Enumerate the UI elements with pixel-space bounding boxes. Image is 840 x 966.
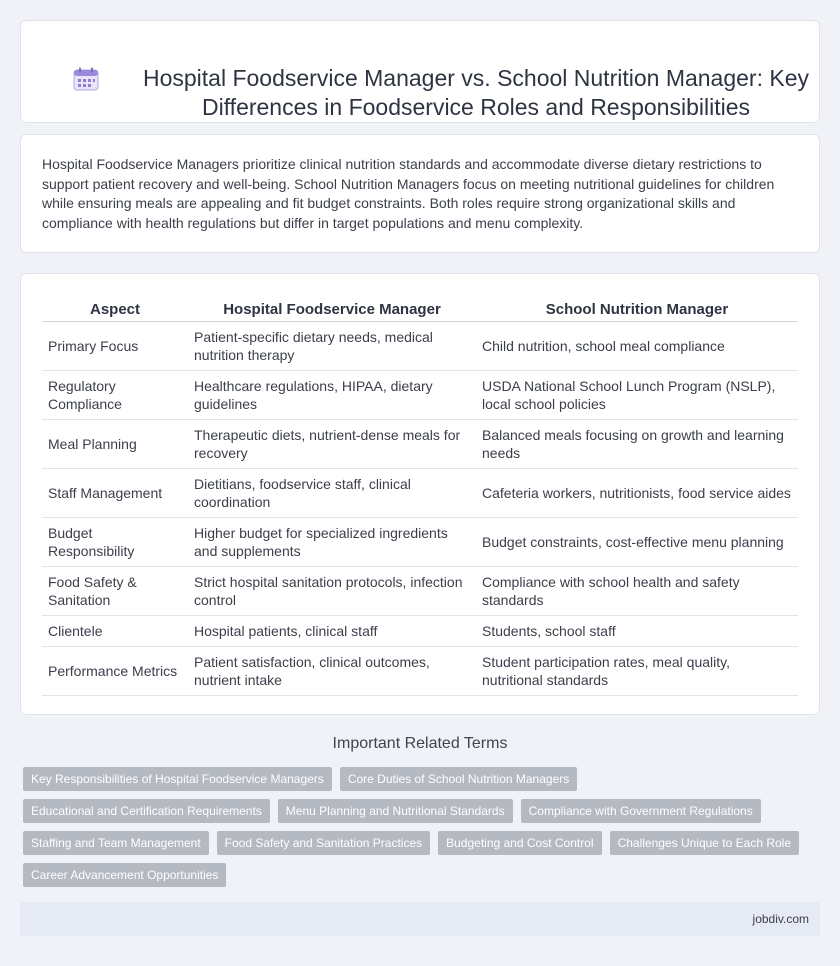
table-header-row [42,296,798,321]
aspect-cell: Staff Management [42,468,188,517]
aspect-cell: Performance Metrics [42,646,188,695]
aspect-cell: Food Safety & Sanitation [42,566,188,615]
school-cell: Budget constraints, cost-effective menu planning [476,517,798,566]
related-term-tag[interactable]: Challenges Unique to Each Role [610,831,799,855]
related-term-tag[interactable]: Key Responsibilities of Hospital Foodservice Managers [23,767,332,791]
hospital-cell: Dietitians, foodservice staff, clinical coordination [188,468,476,517]
aspect-cell: Regulatory Compliance [42,370,188,419]
page-title-line-1: Hospital Foodservice Manager vs. School Nutrition Manager: Key [142,65,810,91]
table-row [42,370,798,419]
related-terms-tags [23,767,803,887]
hospital-cell: Hospital patients, clinical staff [188,615,476,646]
calendar-icon [73,67,99,91]
table-row [42,517,798,566]
related-term-tag[interactable]: Educational and Certification Requirements [23,799,270,823]
hospital-cell: Strict hospital sanitation protocols, infection control [188,566,476,615]
aspect-cell: Meal Planning [42,419,188,468]
school-cell: Compliance with school health and safety standards [476,566,798,615]
hospital-cell: Patient-specific dietary needs, medical nutrition therapy [188,321,476,370]
comparison-table [42,296,798,696]
header-hospital: Hospital Foodservice Manager [188,296,476,321]
school-cell: Cafeteria workers, nutritionists, food service aides [476,468,798,517]
school-cell: Balanced meals focusing on growth and learning needs [476,419,798,468]
footer-site-link[interactable]: jobdiv.com [752,912,809,926]
hospital-cell: Higher budget for specialized ingredients and supplements [188,517,476,566]
table-row [42,419,798,468]
school-cell: Child nutrition, school meal compliance [476,321,798,370]
school-cell: USDA National School Lunch Program (NSLP), local school policies [476,370,798,419]
intro-card [20,134,820,253]
header-school: School Nutrition Manager [476,296,798,321]
related-term-tag[interactable]: Food Safety and Sanitation Practices [217,831,430,855]
table-row [42,566,798,615]
aspect-cell: Clientele [42,615,188,646]
hospital-cell: Therapeutic diets, nutrient-dense meals for recovery [188,419,476,468]
comparison-table-card [20,273,820,715]
related-term-tag[interactable]: Core Duties of School Nutrition Managers [340,767,577,791]
school-cell: Students, school staff [476,615,798,646]
table-row [42,615,798,646]
page-title [111,64,831,122]
related-term-tag[interactable]: Staffing and Team Management [23,831,209,855]
footer [20,902,820,936]
table-row [42,468,798,517]
related-term-tag[interactable]: Compliance with Government Regulations [521,799,761,823]
school-cell: Student participation rates, meal quality, nutritional standards [476,646,798,695]
related-term-tag[interactable]: Career Advancement Opportunities [23,863,226,887]
table-row [42,321,798,370]
related-term-tag[interactable]: Menu Planning and Nutritional Standards [278,799,513,823]
aspect-cell: Primary Focus [42,321,188,370]
header-aspect: Aspect [42,296,188,321]
intro-paragraph: Hospital Foodservice Managers prioritize clinical nutrition standards and accommodate diverse dietary restrictions to support patient recovery and well-being. School Nutrition Managers focus on meeting nutritional guidelines for children while ensuring meals are appealing and fit budget constraints. Both roles require strong organizational skills and compliance with health regulations but differ in target populations and menu complexity. [42,156,775,231]
page-title-line-2: Differences in Foodservice Roles and Responsibilities [201,94,750,120]
table-row [42,646,798,695]
related-terms-title: Important Related Terms [332,735,508,752]
hospital-cell: Patient satisfaction, clinical outcomes, nutrient intake [188,646,476,695]
related-term-tag[interactable]: Budgeting and Cost Control [438,831,601,855]
title-card [20,20,820,123]
hospital-cell: Healthcare regulations, HIPAA, dietary guidelines [188,370,476,419]
aspect-cell: Budget Responsibility [42,517,188,566]
